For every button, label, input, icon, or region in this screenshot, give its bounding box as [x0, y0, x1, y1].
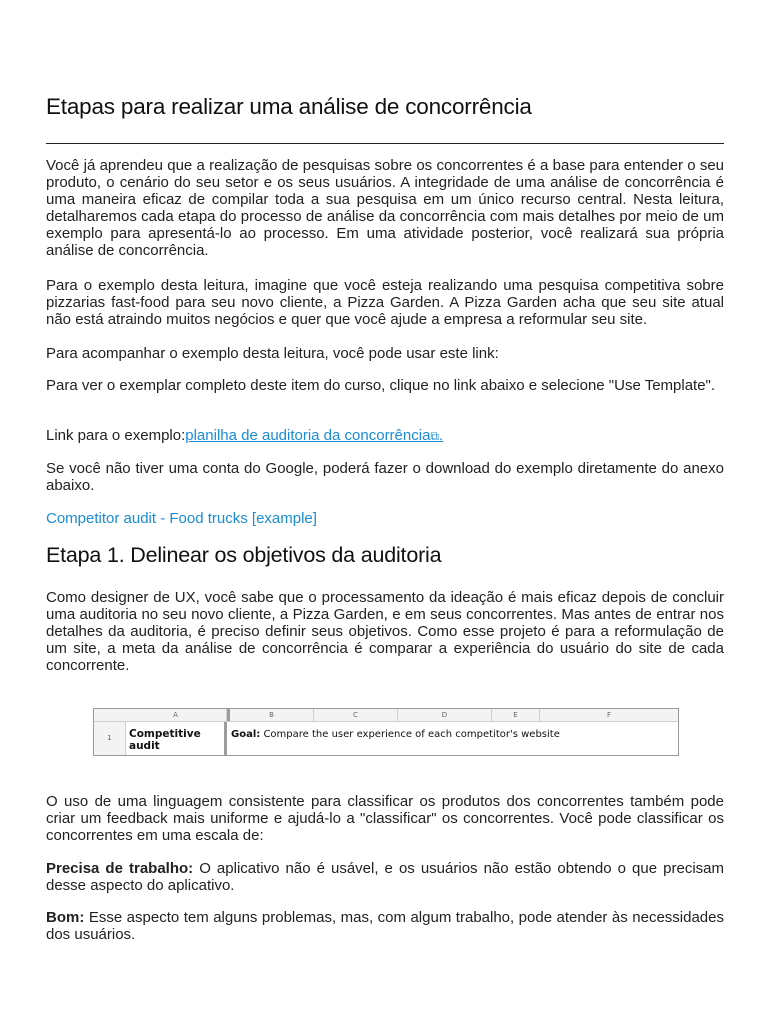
example-paragraph: Para o exemplo desta leitura, imagine que você esteja realizando uma pesquisa competitiva sobre pizzarias fast-food para seu novo cliente, a Pizza Garden. A Pizza Garden acha que seu site atual não está atraindo muitos negócios e quer que você ajude a empresa a reformular seu site. — [46, 277, 724, 328]
rating-work-label: Precisa de trabalho: — [46, 860, 194, 877]
goal-text: Compare the user experience of each competitor's website — [260, 729, 560, 740]
step1-section — [46, 589, 724, 674]
sheet-row-number: 1 — [94, 722, 126, 755]
audit-spreadsheet-link[interactable] — [185, 427, 439, 444]
template-section — [46, 377, 724, 394]
sheet-col-d: D — [398, 709, 492, 721]
page-title: Etapas para realizar uma análise de concorrência — [46, 94, 532, 119]
sheet-col-c: C — [314, 709, 398, 721]
sheet-col-f: F — [606, 711, 612, 719]
goal-label: Goal: — [231, 729, 261, 740]
step1-heading: Etapa 1. Delinear os objetivos da auditoria — [46, 543, 442, 567]
external-link-icon: ⧉ — [430, 429, 439, 443]
audit-spreadsheet-link-label: planilha de auditoria da concorrência — [185, 427, 431, 444]
intro-paragraph: Você já aprendeu que a realização de pesquisas sobre os concorrentes é a base para entender o seu produto, o cenário do seu setor e os seus usuários. A integridade de uma análise de concorrência é uma maneira eficaz de compilar toda a sua pesquisa em um único recurso central. Nesta leitura, detalharemos cada etapa do processo de análise da concorrência com mais detalhes por meio de um exemplo para apresentá-lo ao processo. Em uma atividade posterior, você realizará sua própria análise de concorrência. — [46, 157, 724, 259]
step1-paragraph: Como designer de UX, você sabe que o processamento da ideação é mais eficaz depois de concluir uma auditoria no seu novo cliente, a Pizza Garden, e em seus concorrentes. Mas antes de entrar nos detalhes da auditoria, é preciso definir seus objetivos. Como esse projeto é para a reformulação de um site, a meta da análise de concorrência é comparar a experiência do usuário do site de cada concorrente. — [46, 589, 724, 674]
google-section — [46, 460, 724, 494]
google-paragraph: Se você não tiver uma conta do Google, poderá fazer o download do exemplo diretamente do anexo abaixo. — [46, 460, 724, 494]
link-line — [46, 427, 724, 445]
template-paragraph: Para ver o exemplar completo deste item do curso, clique no link abaixo e selecione "Use Template". — [46, 377, 716, 394]
rating-good-label: Bom: — [46, 909, 85, 926]
link-suffix: . — [439, 427, 444, 444]
intro-section — [46, 157, 724, 259]
title-divider — [46, 143, 724, 144]
follow-paragraph: Para acompanhar o exemplo desta leitura, você pode usar este link: — [46, 345, 499, 362]
rating-needs-work — [46, 860, 724, 894]
sheet-col-a: A — [125, 709, 227, 721]
rating-good — [46, 909, 724, 943]
sheet-cell-goal — [231, 722, 671, 755]
rating-work-text: O aplicativo não é usável, e os usuários não estão obtendo o que precisam desse aspecto do aplicativo. — [46, 860, 724, 894]
competitive-audit-sheet-image — [93, 708, 679, 756]
attachment-section — [46, 510, 724, 527]
language-section — [46, 793, 724, 844]
link-prefix: Link para o exemplo: — [46, 427, 186, 444]
language-paragraph: O uso de uma linguagem consistente para classificar os produtos dos concorrentes também pode criar um feedback mais uniforme e ajudá-lo a "classificar" os concorrentes. Você pode classificar os concorrentes em uma escala de: — [46, 793, 724, 844]
sheet-col-b: B — [230, 709, 314, 721]
sheet-cell-competitive-audit: Competitive audit — [126, 722, 227, 755]
rating-good-text: Esse aspecto tem alguns problemas, mas, com algum trabalho, pode atender às necessidades dos usuários. — [46, 909, 724, 943]
follow-section — [46, 345, 724, 362]
sheet-col-e: E — [492, 709, 540, 721]
example-section — [46, 277, 724, 328]
attachment-link[interactable]: Competitor audit - Food trucks [example] — [46, 510, 317, 527]
